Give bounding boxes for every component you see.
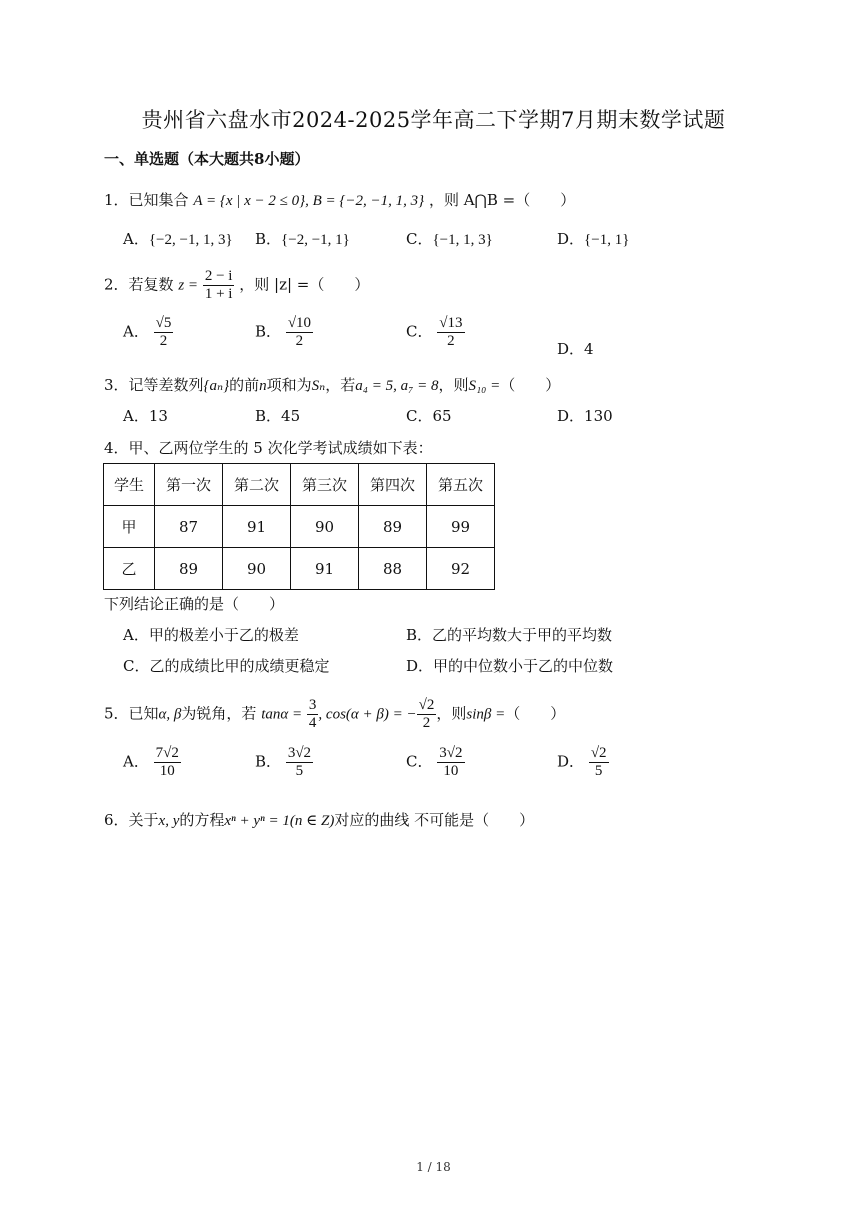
table-row: [104, 506, 495, 548]
table-cell: 99: [427, 506, 495, 548]
table-cell: 91: [291, 548, 359, 590]
q2-option-c: C． $\frac{√13}{2}$: [406, 315, 463, 349]
table-header-cell: 学生: [104, 464, 155, 506]
table-cell: 甲: [104, 506, 155, 548]
q2-tail: ，则 |z| =（ ）: [239, 275, 370, 294]
table-header-cell: 第五次: [427, 464, 495, 506]
q2-fraction: $\frac{2 - i}{1 + i}$: [204, 268, 233, 302]
table-cell: 89: [359, 506, 427, 548]
q2-option-a: A． $\frac{√5}{2}$: [123, 315, 172, 349]
table-cell: 乙: [104, 548, 155, 590]
q1-option-d: D．{−1, 1}: [557, 230, 630, 248]
q1-option-b: B．{−2, −1, 1}: [255, 230, 350, 248]
q1-prefix: 1．已知集合: [104, 191, 189, 209]
q2-option-d: D．4: [557, 340, 594, 358]
question-2: 2．若复数 z = $\frac{2 - i}{1 + i}$ ，则 |z| =（ ）: [104, 268, 370, 302]
question-5: 5．已知α, β为锐角，若 tanα = $\frac{3}{4}$ , cos(α + β) = − $\frac{√2}{2}$ ，则sinβ =（ ）: [104, 697, 566, 731]
q2-option-b: B． $\frac{√10}{2}$: [255, 315, 312, 349]
q1-tail: ，则 A⋂B =（ ）: [428, 191, 576, 209]
table-header-row: [104, 464, 495, 506]
table-cell: 90: [291, 506, 359, 548]
table-header-cell: 第三次: [291, 464, 359, 506]
table-header-cell: 第四次: [359, 464, 427, 506]
table-cell: 87: [155, 506, 223, 548]
score-table: [103, 463, 495, 590]
q3-option-b: B．45: [255, 407, 301, 425]
q4-option-b: B．乙的平均数大于甲的平均数: [406, 626, 613, 644]
table-header-cell: 第一次: [155, 464, 223, 506]
q3-option-a: A．13: [123, 407, 168, 425]
q4-option-a: A．甲的极差小于乙的极差: [123, 626, 299, 644]
q4-option-d: D．甲的中位数小于乙的中位数: [406, 657, 614, 675]
q1-option-c: C．{−1, 1, 3}: [406, 230, 493, 248]
page-title: 贵州省六盘水市2024-2025学年高二下学期7月期末数学试题: [141, 108, 726, 132]
section-heading: 一、单选题（本大题共8小题）: [104, 150, 310, 168]
q3-option-d: D．130: [557, 407, 613, 425]
table-cell: 92: [427, 548, 495, 590]
q1-sets: A = {x | x − 2 ≤ 0}, B = {−2, −1, 1, 3}: [193, 193, 425, 209]
table-header-cell: 第二次: [223, 464, 291, 506]
question-4: 4．甲、乙两位学生的 5 次化学考试成绩如下表：: [104, 439, 433, 457]
table-row: [104, 548, 495, 590]
table-cell: 91: [223, 506, 291, 548]
q5-option-c: C． $\frac{3√2}{10}$: [406, 745, 463, 779]
q5-option-d: D． $\frac{√2}{5}$: [557, 745, 607, 779]
q5-option-b: B． $\frac{3√2}{5}$: [255, 745, 312, 779]
q2-prefix: 2．若复数: [104, 275, 174, 294]
question-3: 3．记等差数列{aₙ}的前n项和为Sₙ，若a₄ = 5, a₇ = 8，则S₁₀ =（ ）: [104, 376, 561, 394]
question-6: 6．关于x, y的方程xⁿ + yⁿ = 1(n ∈ Z)对应的曲线 不可能是（ ）: [104, 811, 535, 829]
question-1: [104, 189, 575, 210]
q4-prompt: 下列结论正确的是（ ）: [104, 595, 285, 613]
q3-option-c: C．65: [406, 407, 452, 425]
table-cell: 88: [359, 548, 427, 590]
table-cell: 89: [155, 548, 223, 590]
q4-option-c: C．乙的成绩比甲的成绩更稳定: [123, 657, 330, 675]
q5-option-a: A． $\frac{7√2}{10}$: [123, 745, 179, 779]
page-number: 1 / 18: [416, 1160, 451, 1174]
table-cell: 90: [223, 548, 291, 590]
q1-option-a: A．{−2, −1, 1, 3}: [123, 230, 233, 248]
